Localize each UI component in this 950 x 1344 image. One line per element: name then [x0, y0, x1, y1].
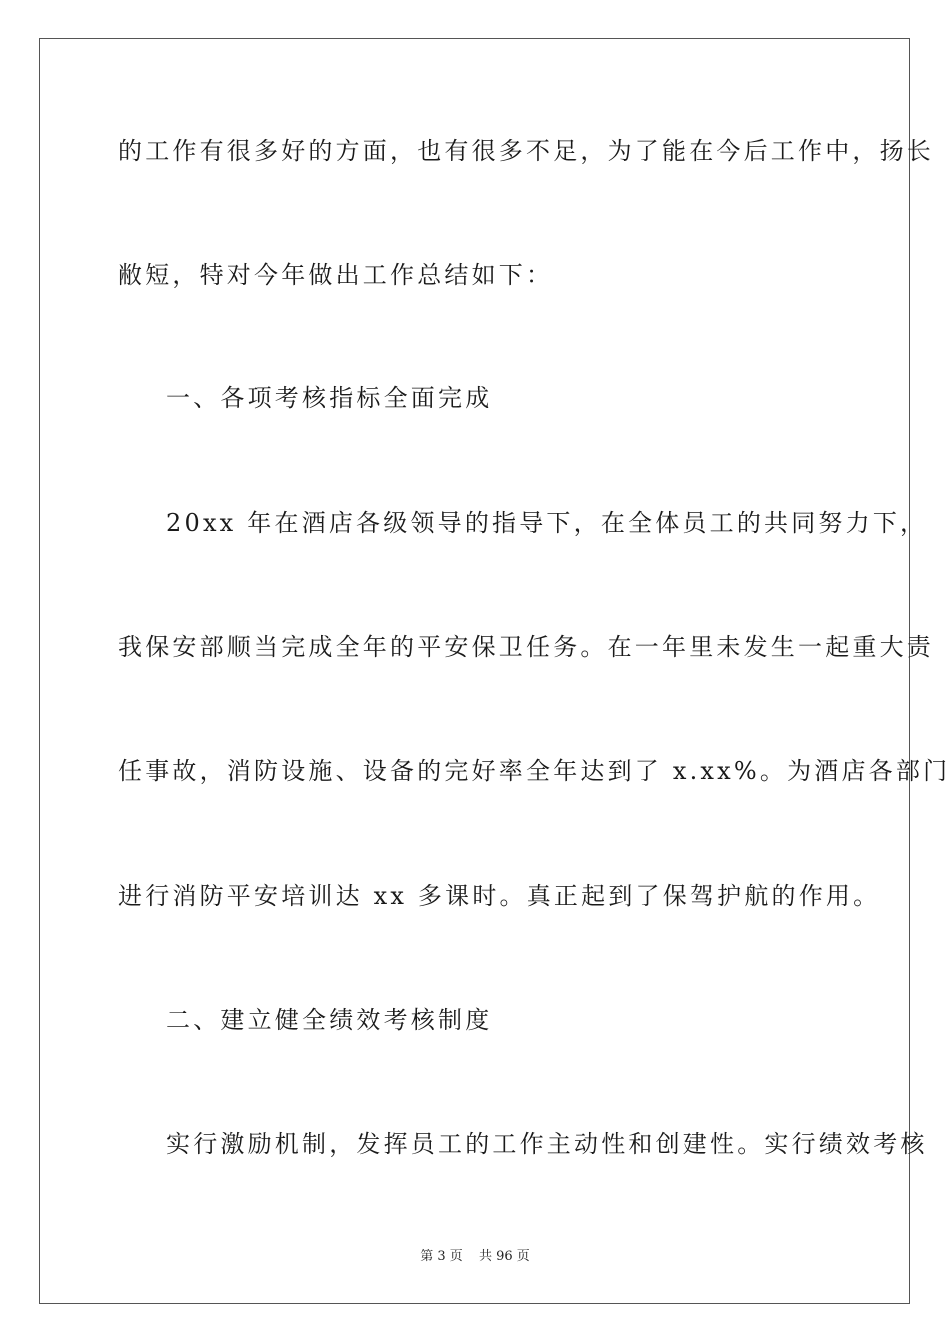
body-text-line: 敝短，特对今年做出工作总结如下：	[118, 261, 554, 289]
section-heading: 一、各项考核指标全面完成	[166, 384, 493, 412]
page-border	[39, 38, 910, 1304]
body-text-line: 我保安部顺当完成全年的平安保卫任务。在一年里未发生一起重大责	[118, 633, 934, 661]
paragraph-start: 20xx 年在酒店各级领导的指导下，在全体员工的共同努力下，	[166, 509, 928, 537]
body-text-line: 任事故，消防设施、设备的完好率全年达到了 x.xx%。为酒店各部门	[118, 757, 950, 785]
page-number: 第 3 页	[420, 1249, 463, 1264]
total-pages: 共 96 页	[478, 1249, 530, 1264]
body-text-line: 的工作有很多好的方面，也有很多不足，为了能在今后工作中，扬长	[118, 137, 934, 165]
section-heading: 二、建立健全绩效考核制度	[166, 1006, 493, 1034]
page-footer	[0, 1245, 950, 1264]
paragraph-start: 实行激励机制，发挥员工的工作主动性和创建性。实行绩效考核	[166, 1130, 928, 1158]
body-text-line: 进行消防平安培训达 xx 多课时。真正起到了保驾护航的作用。	[118, 882, 881, 910]
